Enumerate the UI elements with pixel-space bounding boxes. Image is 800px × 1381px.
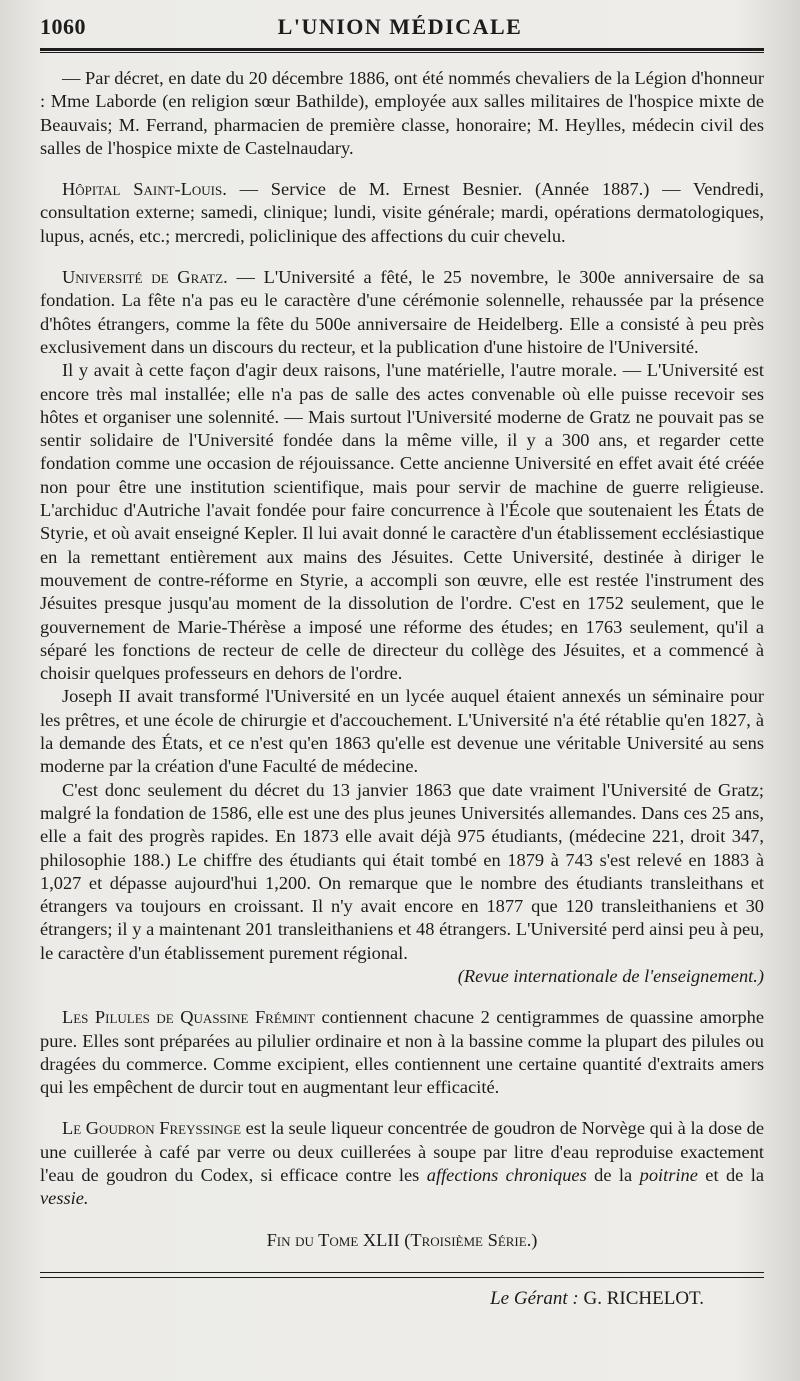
page-number: 1060 [40,14,86,39]
hopital-text: — Service de M. Ernest Besnier. (Année 1887.) — Vendredi, consultation externe; samedi, clinique; lundi, visite générale; mardi, opérations dermatologiques, lupus, acnés, etc.; mercredi, policlinique des affections du cuir chevelu. [40,179,764,246]
hopital-paragraph [40,178,764,248]
decree-paragraph: — Par décret, en date du 20 décembre 1886, ont été nommés chevaliers de la Légion d'honneur : Mme Laborde (en religion sœur Bathilde), employée aux salles militaires de l'hospice mixte de Beauvais; M. Ferrand, pharmacien de première classe, honoraire; M. Heylles, médecin civil des salles de l'hospice mixte de Castelnaudary. [40,68,764,158]
footer-rule-bottom [40,1277,764,1278]
universite-section [40,266,764,988]
end-note: Fin du Tome XLII (Troisième Série.) [266,1229,538,1250]
header-rule [40,48,764,53]
goudron-section [40,1117,764,1210]
goudron-text-a: est la seule liqueur concentrée de goudron de Norvège qui à la dose de une cuillerée à café par verre ou deux cuillerées à soupe par litre d'eau reproduise exactement l'eau de goudron du Codex, si efficace contre les [40,1118,764,1186]
universite-text-1: — L'Université a fêté, le 25 novembre, le 300e anniversaire de sa fondation. La fête n'a pas eu le caractère d'une cérémonie solennelle, rehaussée par la présence d'hôtes étrangers, comme la fête du 500e anniversaire de Heidelberg. Elle a consisté à peu près exclusivement dans un discours du recteur, et la publication d'une histoire de l'Université. [40,267,764,357]
hopital-section [40,178,764,248]
gerant-name: G. RICHELOT. [583,1287,704,1309]
pilules-heading: Les Pilules de Quassine Frémint [62,1007,316,1028]
universite-paragraph-3: Joseph II avait transformé l'Université en un lycée auquel étaient annexés un séminaire pour les prêtres, et une école de chirurgie et d'accouchement. L'Université n'a été rétablie qu'en 1827, à la demande des États, et ce n'est qu'en 1863 qu'elle est devenue une véritable Université au sens moderne par la création d'une Faculté de médecine. [40,686,764,777]
gerant-label: Le Gérant : [490,1287,579,1309]
universite-source: (Revue internationale de l'enseignement.) [457,965,764,986]
goudron-ital-a: affections chroniques [426,1165,587,1186]
universite-paragraph-2: Il y avait à cette façon d'agir deux raisons, l'une matérielle, l'autre morale. — L'Université est encore très mal installée; elle n'a pas de salle des actes convenable où elle puisse recevoir ses hôtes et organiser une solennité. — Mais surtout l'Université moderne de Gratz ne pouvait pas se sentir solidaire de l'Université fondée dans la même ville, il y a 300 ans, et regarder cette fondation comme une occasion de réjouissance. Cette ancienne Université en effet avait été créée non pour être une institution scientifique, mais pour servir de machine de guerre religieuse. L'archiduc d'Autriche l'avait fondée pour faire concurrence à l'École que soutenaient les États de Styrie, et où avait enseigné Kepler. Il lui avait donné le caractère d'un établissement ecclésiastique en la remettant entièrement aux mains des Jésuites. Cette Université, destinée à diriger le mouvement de contre-réforme en Styrie, a accompli son œuvre, elle est restée l'instrument des Jésuites presque jusqu'au moment de la dissolution de l'ordre. C'est en 1752 seulement, que le gouvernement de Marie-Thérèse a imposé une réforme des études; en 1763 seulement, qu'il a séparé les fonctions de recteur de celle de directeur du collège des Jésuites, et a commencé à choisir quelques professeurs en dehors de l'ordre. [40,360,764,684]
pilules-text: contiennent chacune 2 centigrammes de quassine amorphe pure. Elles sont préparées au pilulier ordinaire et non à la bassine comme la plupart des pilules ou dragées du commerce. Comme excipient, elles contiennent une certaine quantité d'extraits amers qui les empêchent de durcir tout en augmentant leur efficacité. [40,1007,764,1098]
universite-paragraph-1 [40,266,764,359]
goudron-text-c: et de la [705,1165,764,1186]
decree-section [40,67,764,160]
footer-rule-top [40,1272,764,1273]
pilules-paragraph [40,1006,764,1099]
journal-title: L'UNION MÉDICALE [277,14,523,39]
goudron-ital-b: poitrine [639,1165,698,1186]
hopital-heading: Hôpital Saint-Louis. [62,179,227,200]
universite-paragraph-4: C'est donc seulement du décret du 13 janvier 1863 que date vraiment l'Université de Gratz; malgré la fondation de 1586, elle est une des plus jeunes Universités allemandes. Dans ces 25 ans, elle a fait des progrès rapides. En 1873 elle avait déjà 975 étudiants, (médecine 221, droit 347, philosophie 188.) Le chiffre des étudiants qui était tombé en 1879 à 743 s'est relevé en 1883 à 1,027 et dépasse aujourd'hui 1,200. On remarque que le nombre des étudiants transleithans et étrangers va toujours en croissant. Il n'y avait encore en 1877 que 120 transleithaniens et 30 étrangers; il y a maintenant 201 transleithaniens et 48 étrangers. L'Université perd ainsi peu à peu, le caractère d'un établissement purement régional. [40,779,764,963]
goudron-ital-c: vessie. [40,1188,89,1209]
goudron-heading: Le Goudron Freyssinge [62,1118,242,1139]
goudron-text-b: de la [594,1165,633,1186]
pilules-section [40,1006,764,1099]
footer-signature [40,1288,764,1310]
universite-heading: Université de Gratz. [62,267,228,288]
goudron-paragraph [40,1117,764,1210]
